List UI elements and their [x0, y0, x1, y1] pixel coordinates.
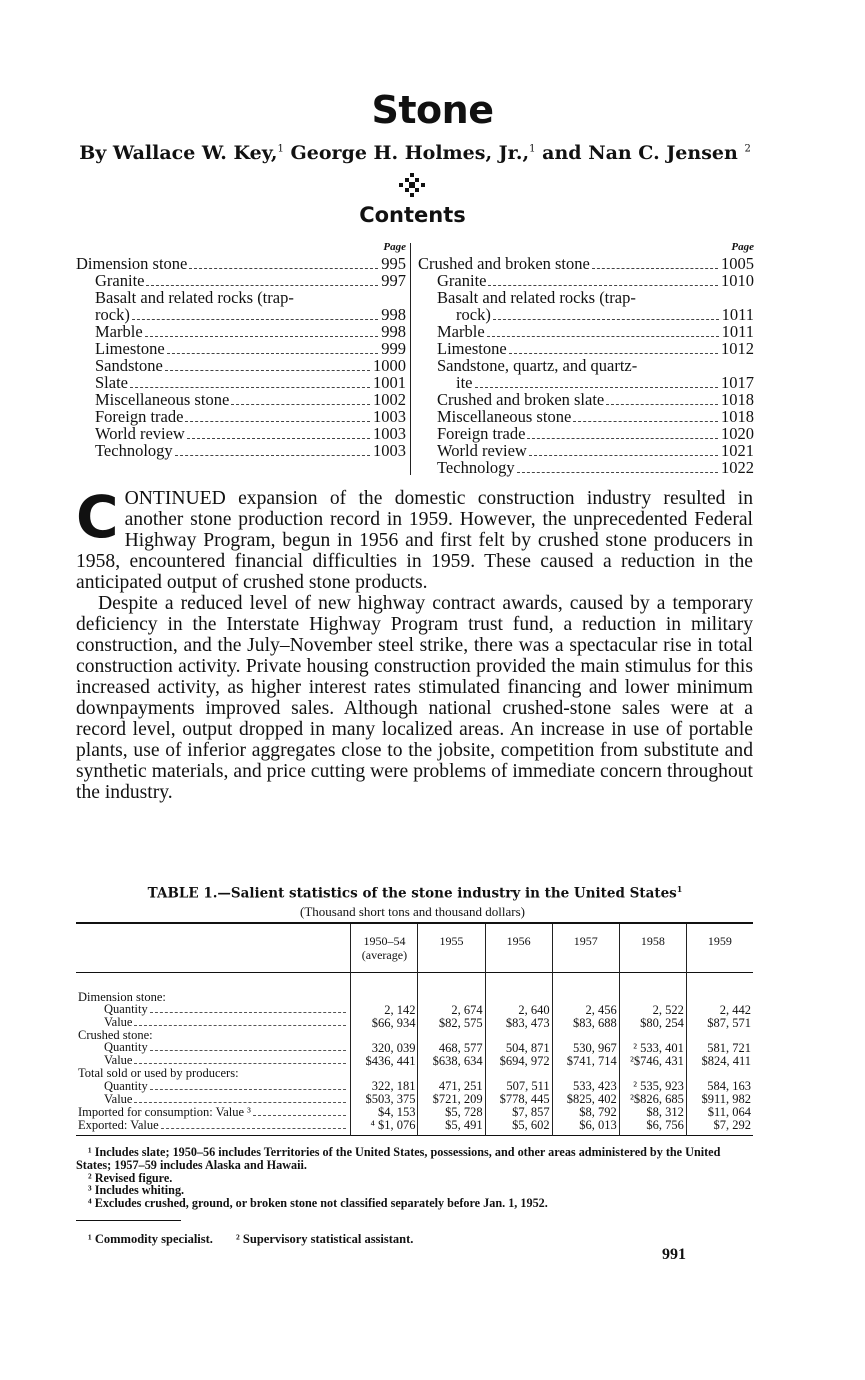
author-footnote-mark: 2	[744, 143, 751, 155]
column-header: 1956	[485, 923, 552, 973]
authors-line	[0, 142, 830, 164]
table-cell: $8, 312	[619, 1106, 686, 1119]
table-cell	[485, 973, 552, 1004]
table-cell: 468, 577	[418, 1041, 485, 1054]
row-label: Quantity	[76, 1003, 351, 1016]
table-cell	[619, 1029, 686, 1041]
author-notes	[88, 1232, 413, 1247]
table-row	[76, 1041, 753, 1054]
table-cell: 2, 522	[619, 1003, 686, 1016]
table-cell	[552, 973, 619, 1004]
table-cell	[619, 973, 686, 1004]
toc-entry: Marble 998	[95, 322, 406, 341]
toc-entry: Miscellaneous stone 1018	[437, 407, 754, 426]
table-cell: 504, 871	[485, 1041, 552, 1054]
table-row	[76, 1119, 753, 1136]
paragraph	[76, 483, 753, 593]
toc-entry: Crushed and broken stone 1005	[418, 254, 754, 273]
table-cell: $7, 292	[686, 1119, 753, 1136]
author-note: ¹ Commodity specialist.	[88, 1232, 213, 1246]
table-cell: $721, 209	[418, 1093, 485, 1106]
table-stub-header	[76, 923, 351, 973]
table-cell: $638, 634	[418, 1054, 485, 1067]
table-cell: $66, 934	[351, 1016, 418, 1029]
paragraph-text: ONTINUED expansion of the domestic construction industry resulted in another stone production record in 1959. However, the unprecedented Federal Highway Program, begun in 1956 and first felt by crushed stone producers in 1958, encountered financial difficulties in 1959. These caused a reduction in the anticipated output of crushed stone products.	[76, 488, 753, 593]
table-cell	[686, 1067, 753, 1079]
toc-entry: Foreign trade 1020	[437, 424, 754, 443]
toc-entry: Sandstone 1000	[95, 356, 406, 375]
column-header: 1958	[619, 923, 686, 973]
table-cell: $6, 013	[552, 1119, 619, 1136]
toc-left-column	[76, 240, 406, 459]
table-subtitle: (Thousand short tons and thousand dollars)	[300, 904, 525, 919]
toc-entry: Granite 1010	[437, 271, 754, 290]
body-text	[76, 483, 753, 803]
row-label: Crushed stone:	[78, 1028, 153, 1043]
table-cell	[418, 1029, 485, 1041]
author-name: and Nan C. Jensen	[542, 142, 738, 164]
table-cell: 507, 511	[485, 1080, 552, 1093]
row-label: Total sold or used by producers:	[78, 1066, 239, 1081]
author-footnote-mark: 1	[277, 143, 284, 155]
row-label: Imported for consumption: Value ³	[76, 1106, 351, 1119]
ornament-icon	[398, 172, 426, 198]
salient-statistics-table	[76, 922, 753, 1136]
table-cell: $82, 575	[418, 1016, 485, 1029]
table-cell: $694, 972	[485, 1054, 552, 1067]
table-row	[76, 1016, 753, 1029]
footnote: ³ Includes whiting.	[88, 1183, 185, 1198]
table-cell: 2, 142	[351, 1003, 418, 1016]
toc-page-label: Page	[383, 241, 406, 253]
table-cell: ²$746, 431	[619, 1054, 686, 1067]
table-cell: $825, 402	[552, 1093, 619, 1106]
table-cell	[552, 1029, 619, 1041]
table-cell: $911, 982	[686, 1093, 753, 1106]
table-cell: 584, 163	[686, 1080, 753, 1093]
table-cell	[351, 1029, 418, 1041]
table-cell: 533, 423	[552, 1080, 619, 1093]
table-row	[76, 1029, 753, 1041]
table-cell: 530, 967	[552, 1041, 619, 1054]
toc-entry: rock) 1011	[456, 305, 754, 324]
toc-entry: Limestone 1012	[437, 339, 754, 358]
table-cell	[619, 1067, 686, 1079]
table-row	[76, 1106, 753, 1119]
table-cell: $8, 792	[552, 1106, 619, 1119]
column-header: 1950–54 (average)	[351, 923, 418, 973]
table-row	[76, 1093, 753, 1106]
table-title: TABLE 1.—Salient statistics of the stone industry in the United States$^1$	[147, 884, 683, 902]
table-header-row	[76, 923, 753, 973]
paragraph: Despite a reduced level of new highway contract awards, caused by a temporary deficiency in the Interstate Highway Program trust fund, a reduction in military construction, and the July–November steel strike, there was a spectacular rise in total construction activity. Private housing construction provided the main stimulus for this increased activity, as higher interest rates stimulated financing and lower minimum downpayments improved sales. Although national crushed-stone sales were at a record level, output dropped in many localized areas. An increase in use of portable plants, use of inferior aggregates close to the jobsite, competition from substitute and synthetic materials, and price cutting were problems of immediate concern throughout the industry.	[76, 593, 753, 803]
author-note: ² Supervisory statistical assistant.	[236, 1232, 414, 1246]
row-label: Exported: Value	[76, 1119, 351, 1136]
toc-entry: Technology 1022	[437, 458, 754, 477]
toc-entry: Limestone 999	[95, 339, 406, 358]
table-cell	[686, 1029, 753, 1041]
toc-right-column	[418, 240, 754, 476]
table-row	[76, 1003, 753, 1016]
row-label: Dimension stone:	[78, 990, 166, 1004]
toc-entry: Foreign trade 1003	[95, 407, 406, 426]
toc-entry: Crushed and broken slate 1018	[437, 390, 754, 409]
table-cell: 2, 456	[552, 1003, 619, 1016]
table-cell	[686, 973, 753, 1004]
table-cell: ⁴ $1, 076	[351, 1119, 418, 1136]
table-cell	[485, 1067, 552, 1079]
table-cell: $11, 064	[686, 1106, 753, 1119]
table-cell	[418, 1067, 485, 1079]
article-title: Stone	[371, 88, 494, 132]
author-footnote-mark: 1	[529, 143, 536, 155]
toc-entry: Marble 1011	[437, 322, 754, 341]
table-cell: ²$826, 685	[619, 1093, 686, 1106]
table-title-footnote-mark: 1	[676, 884, 683, 894]
table-cell: $824, 411	[686, 1054, 753, 1067]
footnote: ¹ Includes slate; 1950–56 includes Territories of the United States, possessions, and other areas administered by the United States; 1957–59 includes Alaska and Hawaii.	[76, 1145, 721, 1172]
row-label: Quantity	[76, 1080, 351, 1093]
row-label: Value	[76, 1054, 351, 1067]
column-header: 1957	[552, 923, 619, 973]
table-cell: $87, 571	[686, 1016, 753, 1029]
table-row	[76, 1067, 753, 1079]
toc-entry: Slate 1001	[95, 373, 406, 392]
footnote-rule	[76, 1220, 181, 1221]
toc-entry: Technology 1003	[95, 441, 406, 460]
footnote: ² Revised figure.	[88, 1170, 173, 1185]
table-cell: 581, 721	[686, 1041, 753, 1054]
table-cell: 471, 251	[418, 1080, 485, 1093]
table-row	[76, 1080, 753, 1093]
table-cell	[418, 973, 485, 1004]
toc-entry: World review 1021	[437, 441, 754, 460]
table-cell: $4, 153	[351, 1106, 418, 1119]
author-name: By Wallace W. Key,	[79, 142, 278, 164]
toc-entry: Basalt and related rocks (trap-	[437, 288, 636, 307]
table-cell	[485, 1029, 552, 1041]
toc-page-label: Page	[731, 241, 754, 253]
table-cell: $436, 441	[351, 1054, 418, 1067]
table-cell: $5, 491	[418, 1119, 485, 1136]
table-cell: $83, 473	[485, 1016, 552, 1029]
table-cell: 320, 039	[351, 1041, 418, 1054]
table-cell: $5, 728	[418, 1106, 485, 1119]
table-footnotes	[76, 1146, 753, 1210]
table-cell: 322, 181	[351, 1080, 418, 1093]
table-cell: $83, 688	[552, 1016, 619, 1029]
row-label: Value	[76, 1093, 351, 1106]
table-cell	[552, 1067, 619, 1079]
table-cell: $5, 602	[485, 1119, 552, 1136]
table-cell: $503, 375	[351, 1093, 418, 1106]
table-cell: ² 535, 923	[619, 1080, 686, 1093]
table-cell: 2, 674	[418, 1003, 485, 1016]
table-cell: $778, 445	[485, 1093, 552, 1106]
table-cell: $741, 714	[552, 1054, 619, 1067]
toc-entry: Granite 997	[95, 271, 406, 290]
row-label: Value	[76, 1016, 351, 1029]
table-cell: $7, 857	[485, 1106, 552, 1119]
row-label: Quantity	[76, 1041, 351, 1054]
drop-cap: C	[76, 483, 119, 551]
toc-entry: rock) 998	[95, 305, 406, 324]
toc-entry: World review 1003	[95, 424, 406, 443]
table-cell	[351, 1067, 418, 1079]
toc-entry: Sandstone, quartz, and quartz-	[437, 356, 638, 375]
toc-entry: Dimension stone 995	[76, 254, 406, 273]
footnote: ⁴ Excludes crushed, ground, or broken stone not classified separately before Jan. 1, 1952.	[88, 1196, 548, 1211]
column-header: 1959	[686, 923, 753, 973]
toc-entry: ite 1017	[456, 373, 754, 392]
table-cell	[351, 973, 418, 1004]
contents-heading: Contents	[359, 203, 466, 227]
author-name: George H. Holmes, Jr.,	[290, 142, 530, 164]
table-cell: 2, 640	[485, 1003, 552, 1016]
table-cell: $6, 756	[619, 1119, 686, 1136]
page-number: 991	[662, 1246, 686, 1263]
table-cell: ² 533, 401	[619, 1041, 686, 1054]
table-cell: $80, 254	[619, 1016, 686, 1029]
table-cell: 2, 442	[686, 1003, 753, 1016]
table-row	[76, 973, 753, 1004]
column-header: 1955	[418, 923, 485, 973]
toc-entry: Basalt and related rocks (trap-	[95, 288, 294, 307]
toc-divider	[410, 243, 411, 475]
toc-entry: Miscellaneous stone 1002	[95, 390, 406, 409]
